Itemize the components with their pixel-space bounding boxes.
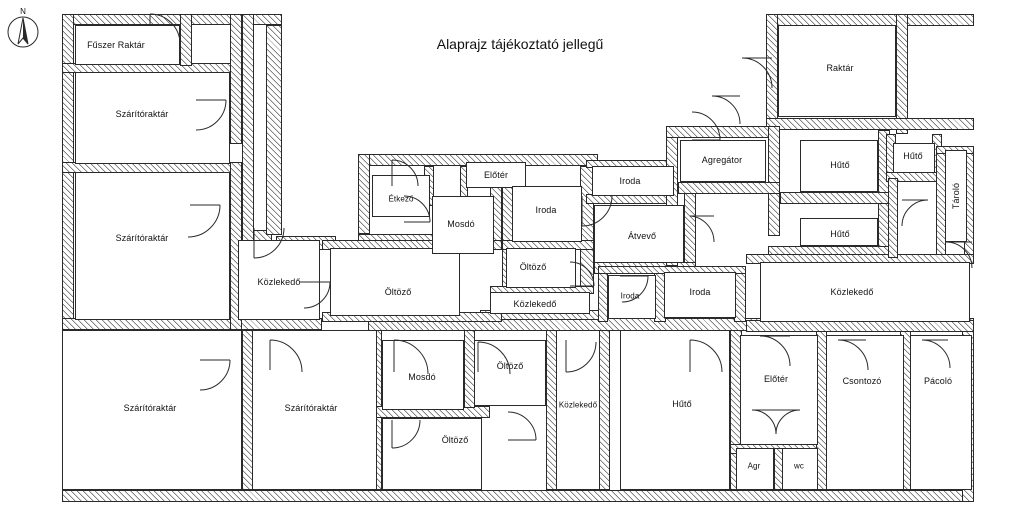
- page-title: Alaprajz tájékoztató jellegű: [436, 36, 604, 52]
- room-label-h-t-3: Hűtő: [903, 151, 923, 161]
- room-label-h-t-1: Hűtő: [830, 160, 850, 170]
- compass-icon: [6, 4, 40, 66]
- wall-right-vert-connect: [888, 178, 898, 258]
- room-label-k-zleked-1: Közlekedő: [257, 277, 301, 287]
- room-label-mosd-1: Mosdó: [447, 219, 475, 229]
- room-label-mosd-2: Mosdó: [408, 372, 436, 382]
- room-label--lt-z-4: Öltöző: [496, 361, 524, 371]
- wall-top-left-stub: [180, 14, 192, 66]
- room-label-h-t-4: Hűtő: [672, 399, 692, 409]
- wall-right-block-left: [766, 14, 778, 134]
- wall-raktar-bottom: [766, 118, 974, 130]
- room-label-t-rol-: Tároló: [951, 182, 961, 210]
- wall-left-vertical-inner: [230, 14, 242, 144]
- room-label-k-zleked-3: Közlekedő: [830, 287, 874, 297]
- room-el-t-r-2: [740, 335, 818, 445]
- room-label-sz-r-t-rakt-r-1: Szárítóraktár: [115, 109, 169, 119]
- room-label-agr: Agr: [747, 461, 761, 471]
- wall-corridor-right-vert: [266, 25, 282, 235]
- room-label-iroda-4: Iroda: [689, 287, 711, 297]
- room-label--lt-z-2: Öltöző: [519, 262, 547, 272]
- wall-atvevo-right: [684, 186, 696, 266]
- room-sz-r-t-rakt-r-2: [75, 172, 230, 320]
- room--lt-z-1: [330, 248, 460, 316]
- room--lt-z-3: [382, 418, 482, 490]
- wall-office-left: [358, 154, 370, 234]
- room-label--lt-z-3: Öltöző: [441, 435, 469, 445]
- room-h-t-4: [620, 330, 730, 490]
- room-label-h-t-2: Hűtő: [830, 229, 850, 239]
- wall-outer-bottom: [62, 490, 974, 502]
- room-label--tvev-: Átvevő: [627, 231, 657, 241]
- wall-iroda3-left: [598, 266, 608, 322]
- wall-corridor-left-vert: [242, 14, 254, 242]
- wall-agregator-top: [666, 126, 776, 138]
- room-label--tkez-: Étkező: [388, 194, 414, 204]
- room-label-el-t-r-1: Előtér: [483, 170, 509, 180]
- wall-agregator-right: [768, 126, 780, 236]
- room-label-sz-r-t-rakt-r-2: Szárítóraktár: [115, 233, 169, 243]
- room-label-sz-r-t-rakt-r-3: Szárítóraktár: [123, 403, 177, 413]
- room-k-zleked-4: [556, 330, 600, 490]
- room-label-wc: wc: [794, 461, 804, 471]
- room--lt-z-4: [474, 340, 546, 406]
- wall-right-block-right: [896, 14, 908, 134]
- svg-text:N: N: [20, 7, 26, 16]
- room-label-k-zleked-4: Közlekedő: [558, 400, 598, 410]
- room-label-agreg-tor: Agregátor: [701, 155, 743, 165]
- room-p-col-: [910, 335, 972, 490]
- room-label-rakt-r: Raktár: [826, 63, 854, 73]
- room-csontoz-: [826, 335, 904, 490]
- room-label-iroda-3: Iroda: [620, 291, 640, 301]
- room-label-sz-r-t-rakt-r-4: Szárítóraktár: [284, 403, 338, 413]
- room-label-iroda-1: Iroda: [535, 205, 557, 215]
- room-label-f-szer-rakt-r: Fűszer Raktár: [87, 40, 145, 50]
- wall-huto1-bottom: [780, 192, 890, 204]
- room-label--lt-z-1: Öltöző: [384, 287, 412, 297]
- room-label-k-zleked-2: Közlekedő: [513, 299, 557, 309]
- room-label-csontoz-: Csontozó: [842, 376, 882, 386]
- room-label-p-col-: Pácoló: [923, 376, 953, 386]
- room-label-iroda-2: Iroda: [619, 176, 641, 186]
- room-label-el-t-r-2: Előtér: [763, 374, 789, 384]
- wall-agregator-bottom: [678, 182, 780, 194]
